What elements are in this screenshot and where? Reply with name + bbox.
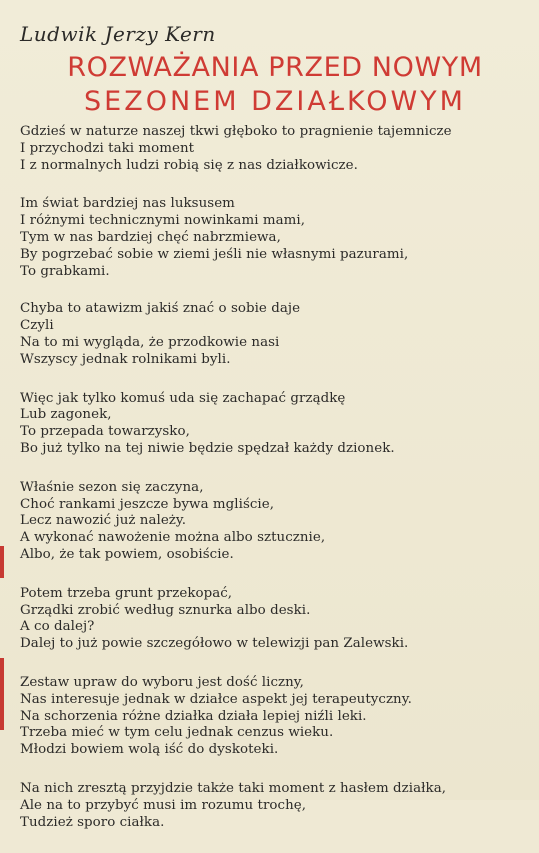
poem-line: Potem trzeba grunt przekopać,: [20, 585, 233, 601]
poem-line: I przychodzi taki moment: [20, 140, 195, 156]
poem-line: To przepada towarzysko,: [20, 424, 190, 440]
poem-line: Na to mi wygląda, że przodkowie nasi: [20, 334, 280, 350]
poem-line: Bo już tylko na tej niwie będzie spędzał każdy dzionek.: [20, 440, 395, 456]
red-margin-mark: [0, 546, 4, 578]
poem-line: Tym w nas bardziej chęć nabrzmiewa,: [20, 229, 281, 245]
poem-line: Lecz nawozić już należy.: [20, 513, 187, 529]
poem-line: By pogrzebać sobie w ziemi jeśli nie własnymi pazurami,: [20, 246, 409, 262]
poem-line: Ale na to przybyć musi im rozumu trochę,: [20, 797, 307, 813]
author-name: Ludwik Jerzy Kern: [20, 22, 216, 46]
poem-line: A wykonać nawożenie można albo sztucznie,: [20, 530, 326, 546]
stanza: [20, 196, 525, 280]
poem-line: Właśnie sezon się zaczyna,: [20, 479, 204, 495]
poem-line: Gdzieś w naturze naszej tkwi głęboko to pragnienie tajemnicze: [20, 124, 452, 139]
poem-line: A co dalej?: [20, 619, 95, 635]
poem-line: Czyli: [20, 318, 54, 334]
poem-line: I różnymi technicznymi nowinkami mami,: [20, 213, 306, 229]
poem-line: Młodzi bowiem wolą iść do dyskoteki.: [20, 742, 279, 758]
poem-line: Dalej to już powie szczegółowo w telewizji pan Zalewski.: [20, 636, 409, 652]
stanza: [20, 781, 525, 831]
poem-title-line-1: ROZWAŻANIA PRZED NOWYM: [67, 52, 483, 83]
poem-body: [20, 124, 525, 853]
poem-line: Choć rankami jeszcze bywa mgliście,: [20, 496, 275, 512]
red-margin-mark: [0, 658, 4, 730]
poem-line: Więc jak tylko komuś uda się zachapać grządkę: [20, 390, 346, 406]
poem-line: Trzeba mieć w tym celu jednak cenzus wieku.: [20, 725, 334, 741]
poem-line: Na schorzenia różne działka działa lepiej niźli leki.: [20, 708, 367, 724]
poem-line: Albo, że tak powiem, osobiście.: [20, 546, 234, 562]
poem-line: To grabkami.: [20, 263, 110, 279]
poem-line: I z normalnych ludzi robią się z nas działkowicze.: [20, 157, 358, 173]
poem-line: Grządki zrobić według sznurka albo deski.: [20, 602, 311, 618]
stanza: [20, 301, 525, 368]
poem-line: Nas interesuje jednak w działce aspekt jej terapeutyczny.: [20, 691, 412, 707]
poem-line: Wszyscy jednak rolnikami byli.: [20, 351, 231, 367]
stanza: [20, 391, 525, 458]
poem-line: Zestaw upraw do wyboru jest dość liczny,: [20, 674, 304, 690]
poem-line: Lub zagonek,: [20, 407, 112, 423]
poem-line: Tudzież sporo ciałka.: [20, 814, 165, 830]
poem-line: Na nich zresztą przyjdzie także taki moment z hasłem działka,: [20, 780, 447, 796]
poem-title-line-2: SEZONEM DZIAŁKOWYM: [84, 86, 466, 117]
poem-line: Chyba to atawizm jakiś znać o sobie daje: [20, 301, 301, 317]
stanza: [20, 480, 525, 564]
stanza: [20, 586, 525, 653]
poem-line: Im świat bardziej nas luksusem: [20, 196, 235, 212]
stanza: [20, 124, 525, 174]
stanza: [20, 675, 525, 759]
